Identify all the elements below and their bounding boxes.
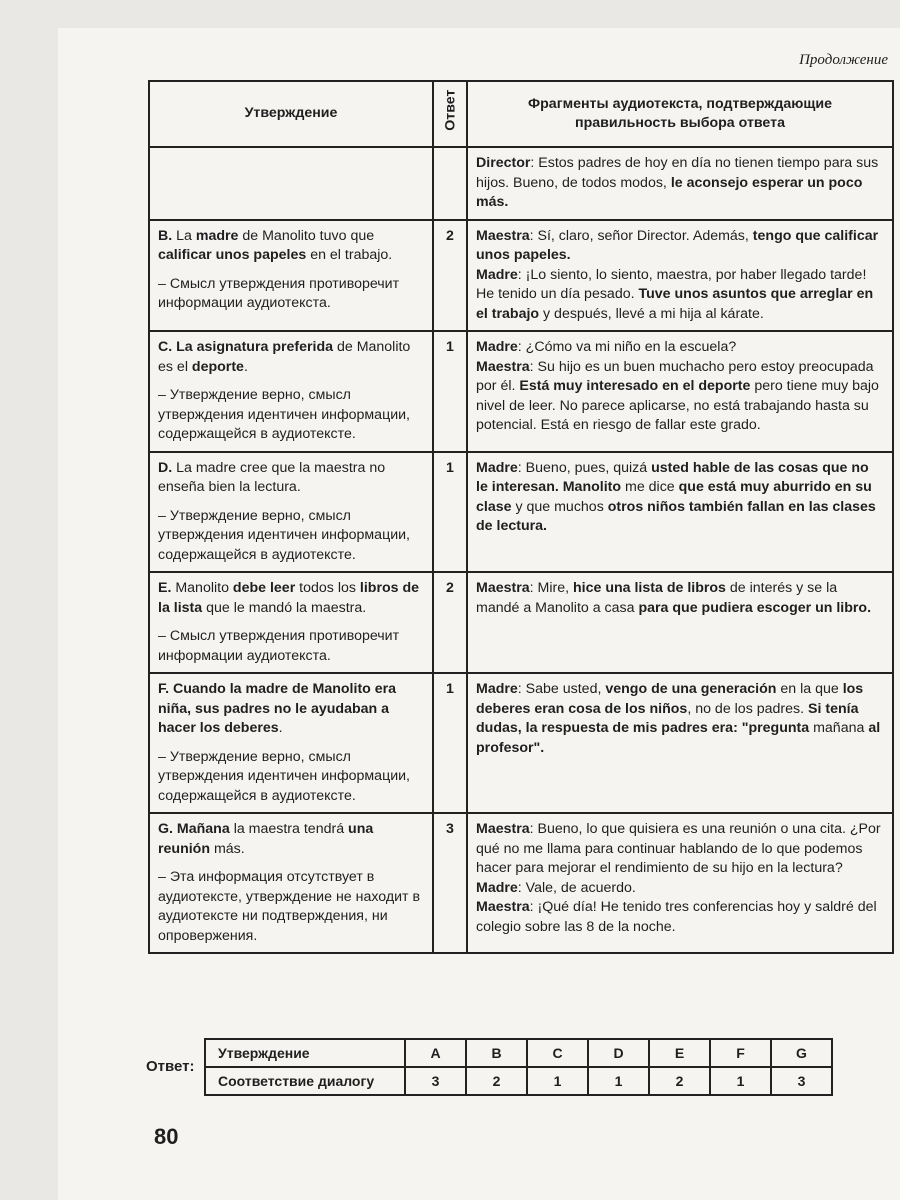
- fragment-segment: : Mire,: [529, 580, 573, 596]
- header-answer-text: Ответ: [442, 89, 459, 131]
- fragment-segment: Maestra: [476, 821, 530, 837]
- fragment-segment: Madre: [476, 266, 518, 283]
- answer-cell: 1: [433, 452, 467, 573]
- statement-comment: – Смысл утверждения противоречит информации аудиотекста.: [158, 628, 400, 664]
- fragment-segment: , no de los padres.: [687, 700, 808, 717]
- statement-cell: [149, 452, 433, 573]
- fragment-segment: le aconsejo esperar un poco más.: [476, 174, 863, 210]
- header-statement: Утверждение: [149, 81, 433, 147]
- statement-cell: [149, 147, 433, 220]
- fragment-paragraph: [476, 680, 884, 758]
- result-value-cell: 1: [710, 1067, 771, 1095]
- fragment-segment: y después, llevé a mi hija al kárate.: [539, 305, 764, 322]
- result-value-cell: 1: [527, 1067, 588, 1095]
- fragment-paragraph: [476, 820, 884, 879]
- answer-cell: [433, 147, 467, 220]
- result-value-cell: 3: [771, 1067, 832, 1095]
- statement-segment: .: [278, 720, 283, 736]
- fragment-segment: : ¿Cómo va mi niño en la escuela?: [517, 339, 737, 355]
- statement-segment: La: [172, 227, 196, 244]
- result-value-cell: 1: [588, 1067, 649, 1095]
- header-fragments: Фрагменты аудиотекста, подтверждающие правильность выбора ответа: [467, 81, 893, 147]
- statement-segment: más.: [210, 840, 245, 857]
- statement-comment: – Эта информация отсутствует в аудиотексте, утверждение не находит в аудиотексте ни подтверждения, ни опровержения.: [158, 869, 421, 944]
- fragments-cell: [467, 220, 893, 332]
- answers-table: [148, 80, 894, 954]
- result-letter-cell: C: [527, 1039, 588, 1067]
- fragment-segment: Si tenía dudas, la respuesta de mis padres era: "pregunta: [476, 700, 859, 736]
- statement-text: [158, 459, 424, 498]
- answer-cell: 2: [433, 572, 467, 673]
- result-row2-label: Соответствие диалогу: [205, 1067, 405, 1095]
- fragment-segment: Está muy interesado en el deporte: [519, 378, 751, 394]
- fragments-cell: [467, 572, 893, 673]
- fragments-cell: [467, 673, 893, 813]
- fragment-paragraph: [476, 154, 884, 213]
- fragments-cell: [467, 147, 893, 220]
- fragment-segment: : Su hijo es un buen muchacho pero estoy preocupada por él.: [476, 358, 874, 394]
- statement-segment: que le mandó la maestra.: [202, 599, 367, 616]
- fragment-segment: : Vale, de acuerdo.: [517, 879, 636, 896]
- statement-comment: – Утверждение верно, смысл утверждения идентичен информации, содержащейся в аудиотексте.: [158, 387, 410, 442]
- fragment-segment: Madre: [476, 681, 518, 697]
- result-value-cell: 3: [405, 1067, 466, 1095]
- statement-text: [158, 338, 424, 377]
- statement-text: [158, 680, 424, 739]
- fragment-paragraph: [476, 579, 884, 618]
- fragment-segment: Maestra: [476, 358, 530, 375]
- result-value-cell: 2: [649, 1067, 710, 1095]
- table-row: [149, 572, 893, 673]
- table-row: [149, 673, 893, 813]
- statement-segment: .: [243, 358, 248, 375]
- fragment-segment: en la que: [776, 681, 843, 697]
- fragment-paragraph: [476, 358, 884, 436]
- fragment-segment: mañana: [809, 720, 869, 736]
- fragments-cell: [467, 452, 893, 573]
- statement-segment: deporte: [191, 358, 244, 375]
- statement-comment: – Утверждение верно, смысл утверждения идентичен информации, содержащейся в аудиотексте.: [158, 748, 410, 804]
- table-row: [149, 452, 893, 573]
- table-header-row: [149, 81, 893, 147]
- fragment-segment: usted hable de las cosas que no le interesan. Manolito: [476, 459, 869, 495]
- answer-cell: 3: [433, 813, 467, 953]
- statement-segment: todos los: [295, 580, 360, 596]
- fragment-segment: y que muchos: [511, 498, 608, 515]
- fragment-segment: : Sí, claro, señor Director. Además,: [529, 227, 753, 244]
- answer-cell: 1: [433, 331, 467, 452]
- fragment-segment: Maestra: [476, 899, 530, 915]
- statement-segment: B.: [158, 227, 173, 244]
- fragment-segment: Tuve unos asuntos que arreglar en el trabajo: [476, 286, 874, 322]
- result-letter-cell: F: [710, 1039, 771, 1067]
- statement-segment: la maestra tendrá: [229, 821, 349, 837]
- answer-cell: 2: [433, 220, 467, 332]
- fragment-segment: Maestra: [476, 580, 530, 596]
- statement-cell: [149, 813, 433, 953]
- result-letter-cell: B: [466, 1039, 527, 1067]
- statement-segment: E.: [158, 580, 172, 596]
- fragment-paragraph: [476, 266, 884, 325]
- result-letter-cell: D: [588, 1039, 649, 1067]
- result-label: Ответ:: [146, 1058, 195, 1075]
- fragments-cell: [467, 331, 893, 452]
- fragment-segment: me dice: [621, 479, 679, 495]
- fragment-paragraph: [476, 898, 884, 937]
- table-row: [149, 813, 893, 953]
- fragment-segment: para que pudiera escoger un libro.: [638, 599, 872, 616]
- fragment-segment: al profesor".: [476, 720, 881, 756]
- fragment-paragraph: [476, 459, 884, 537]
- table-row: [149, 147, 893, 220]
- table-row: [149, 220, 893, 332]
- fragment-paragraph: [476, 338, 884, 358]
- fragment-segment: : ¡Qué día! He tenido tres conferencias hoy y saldré del colegio sobre las 8 de la noche.: [476, 899, 877, 935]
- statement-segment: debe leer: [232, 580, 296, 596]
- statement-segment: de Manolito tuvo que: [238, 227, 375, 244]
- statement-cell: [149, 572, 433, 673]
- fragment-segment: de interés y se la mandé a Manolito a casa: [476, 580, 838, 616]
- statement-segment: D.: [158, 459, 173, 476]
- statement-segment: F. Cuando la madre de Manolito era niña, sus padres no le ayudaban a hacer los deberes: [158, 681, 397, 736]
- fragment-segment: : Estos padres de hoy en día no tienen tiempo para sus hijos. Bueno, de todos modos,: [476, 155, 879, 191]
- header-answer: [433, 81, 467, 147]
- fragment-segment: : ¡Lo siento, lo siento, maestra, por haber llegado tarde! He tenido un día pesado.: [476, 266, 867, 302]
- page-number: 80: [154, 1124, 179, 1149]
- result-row1-label: Утверждение: [205, 1039, 405, 1067]
- table-row: [149, 331, 893, 452]
- fragments-cell: [467, 813, 893, 953]
- statement-segment: calificar unos papeles: [158, 247, 307, 263]
- fragment-segment: : Bueno, pues, quizá: [517, 459, 652, 476]
- statement-segment: La madre cree que la maestra no enseña bien la lectura.: [158, 459, 386, 495]
- fragment-segment: vengo de una generación: [605, 681, 777, 697]
- result-value-cell: 2: [466, 1067, 527, 1095]
- fragment-segment: Madre: [476, 459, 518, 476]
- continuation-label: Продолжение: [799, 52, 888, 68]
- fragment-segment: tengo que calificar unos papeles.: [476, 227, 879, 263]
- statement-text: [158, 579, 424, 618]
- statement-text: [158, 820, 424, 859]
- fragment-segment: Madre: [476, 339, 518, 355]
- answer-cell: 1: [433, 673, 467, 813]
- statement-comment: – Смысл утверждения противоречит информации аудиотекста.: [158, 275, 400, 311]
- statement-segment: Manolito: [171, 580, 233, 596]
- page: [58, 28, 900, 1200]
- fragment-segment: los deberes eran cosa de los niños: [476, 681, 864, 717]
- fragment-segment: Madre: [476, 879, 518, 896]
- statement-cell: [149, 331, 433, 452]
- statement-comment: – Утверждение верно, смысл утверждения идентичен информации, содержащейся в аудиотексте.: [158, 507, 410, 563]
- result-table: [204, 1038, 833, 1096]
- fragment-segment: : Bueno, lo que quisiera es una reunión o una cita. ¿Por qué no me llama para continuar hablando de lo que podemos hacer para mejorar el rendimiento de su hijo en la lectura?: [476, 821, 881, 876]
- statement-text: [158, 227, 424, 266]
- result-letter-cell: E: [649, 1039, 710, 1067]
- fragment-paragraph: [476, 879, 884, 899]
- fragment-segment: hice una lista de libros: [573, 580, 726, 596]
- fragment-segment: otros niños también fallan en las clases de lectura.: [476, 498, 876, 534]
- fragment-segment: : Sabe usted,: [517, 681, 606, 697]
- statement-segment: G. Mañana: [158, 821, 230, 837]
- statement-segment: en el trabajo.: [306, 247, 393, 263]
- statement-segment: C. La asignatura preferida: [158, 339, 334, 355]
- result-row-values: [205, 1067, 832, 1095]
- statement-segment: de Manolito es el: [158, 339, 411, 375]
- result-letter-cell: A: [405, 1039, 466, 1067]
- statement-segment: madre: [195, 227, 239, 244]
- statement-cell: [149, 220, 433, 332]
- fragment-segment: que está muy aburrido en su clase: [476, 479, 872, 515]
- result-row-statements: [205, 1039, 832, 1067]
- result-letter-cell: G: [771, 1039, 832, 1067]
- statement-segment: libros de la lista: [158, 580, 420, 616]
- fragment-paragraph: [476, 227, 884, 266]
- statement-segment: una reunión: [158, 821, 374, 857]
- fragment-segment: pero tiene muy bajo nivel de leer. No parece aplicarse, no está trabajando hasta su potencial. Está en riesgo de fallar este grado.: [476, 378, 879, 433]
- fragment-segment: Director: [476, 155, 531, 171]
- statement-cell: [149, 673, 433, 813]
- fragment-segment: Maestra: [476, 227, 530, 244]
